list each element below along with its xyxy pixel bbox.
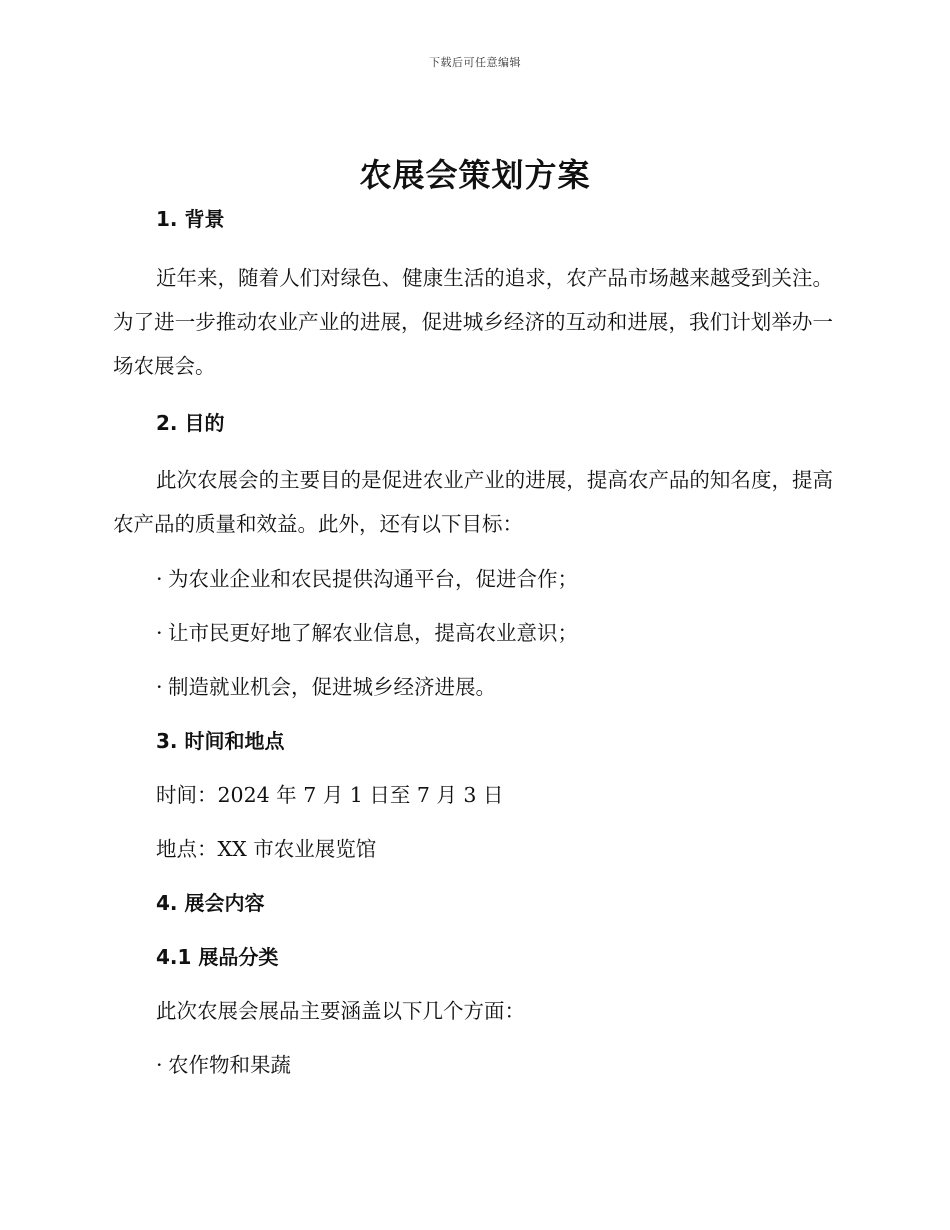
place-line: 地点：XX 市农业展览馆 [156, 837, 377, 861]
list-item [113, 668, 833, 706]
time-line: 时间：2024 年 7 月 1 日至 7 月 3 日 [156, 783, 504, 807]
list-item [113, 560, 833, 598]
bullet-icon: · [156, 1053, 163, 1077]
purpose-paragraph: 此次农展会的主要目的是促进农业产业的进展，提高农产品的知名度，提高农产品的质量和效益。此外，还有以下目标： [113, 468, 833, 536]
section-heading-purpose: 2. 目的 [156, 411, 225, 435]
subsection-heading-exhibit-categories: 4.1 展品分类 [156, 945, 279, 969]
bullet-icon: · [156, 567, 163, 591]
header-note: 下载后可任意编辑 [429, 56, 521, 69]
list-item-text: 为农业企业和农民提供沟通平台，促进合作； [168, 567, 578, 591]
bullet-icon: · [156, 675, 163, 699]
bullet-icon: · [156, 621, 163, 645]
document-body [113, 200, 833, 1084]
list-item [113, 614, 833, 652]
document-title: 农展会策划方案 [359, 156, 591, 194]
list-item-text: 农作物和果蔬 [168, 1053, 291, 1077]
section-heading-content: 4. 展会内容 [156, 891, 265, 915]
content-intro: 此次农展会展品主要涵盖以下几个方面： [156, 999, 525, 1023]
section-heading-background: 1. 背景 [156, 207, 225, 231]
section-heading-time-place: 3. 时间和地点 [156, 729, 285, 753]
background-paragraph: 近年来，随着人们对绿色、健康生活的追求，农产品市场越来越受到关注。为了进一步推动农业产业的进展，促进城乡经济的互动和进展，我们计划举办一场农展会。 [113, 266, 833, 378]
list-item-text: 让市民更好地了解农业信息，提高农业意识； [168, 621, 578, 645]
list-item [113, 1046, 833, 1084]
list-item-text: 制造就业机会，促进城乡经济进展。 [168, 675, 496, 699]
